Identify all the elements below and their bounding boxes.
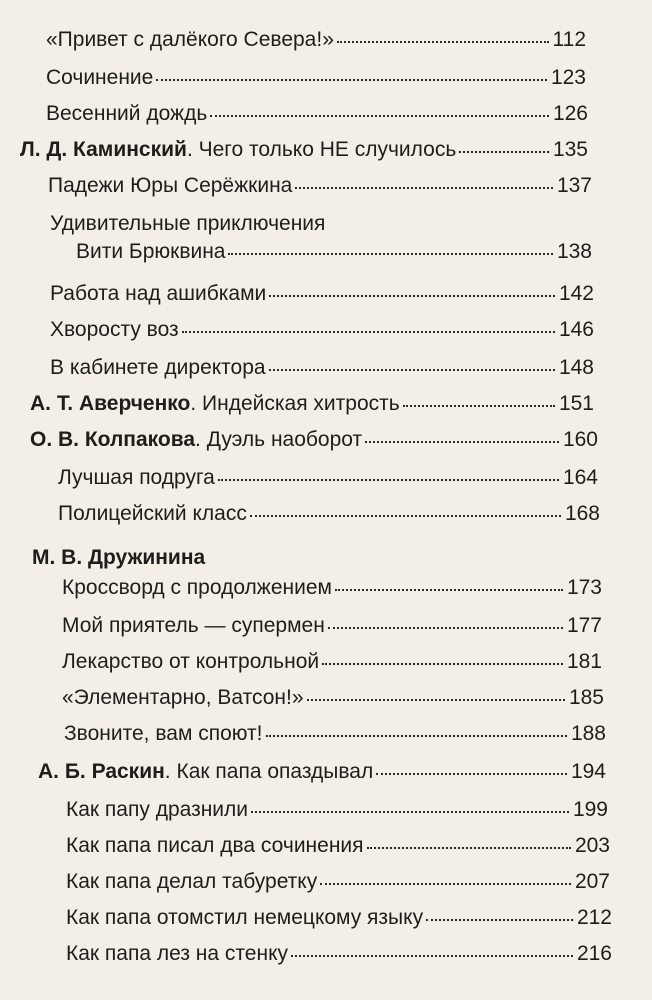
entry-title: Как папа лез на стенку [66, 942, 288, 965]
author-name: О. В. Колпакова [30, 428, 196, 451]
page-number: 203 [574, 834, 610, 857]
entry-title: . Дуэль наоборот [195, 428, 363, 451]
dot-leader [307, 699, 565, 701]
toc-entry [46, 102, 588, 126]
page-number: 207 [574, 870, 610, 893]
toc-entry [62, 614, 602, 638]
toc-entry [62, 650, 602, 674]
toc-entry [64, 722, 606, 746]
page-number: 164 [562, 466, 598, 489]
toc-entry [48, 174, 592, 198]
author-name: А. Б. Раскин [38, 760, 165, 783]
entry-title: Как папа делал табуретку [66, 870, 318, 893]
toc-entry [66, 834, 610, 858]
page-number: 112 [552, 28, 586, 51]
toc-entry [50, 282, 594, 306]
entry-title: Как папа писал два сочинения [66, 834, 364, 857]
toc-entry-author [20, 138, 588, 162]
page-number: 177 [566, 614, 602, 637]
page-number: 137 [556, 174, 592, 197]
entry-title: Падежи Юры Серёжкина [48, 174, 293, 197]
entry-title: Сочинение [46, 66, 154, 89]
dot-leader [269, 369, 555, 371]
entry-title: Полицейский класс [58, 502, 247, 525]
dot-leader [269, 295, 555, 297]
dot-leader [403, 405, 555, 407]
page-number: 138 [556, 240, 592, 263]
toc-entry-author [30, 428, 598, 452]
page-number: 123 [550, 66, 586, 89]
dot-leader [426, 919, 573, 921]
toc-entry [76, 240, 592, 264]
dot-leader [182, 331, 555, 333]
dot-leader [251, 811, 569, 813]
page-number: 142 [558, 282, 594, 305]
page-number: 126 [552, 102, 588, 125]
entry-title-line1: Удивительные приключения [50, 212, 326, 235]
dot-leader [295, 187, 553, 189]
dot-leader [320, 883, 571, 885]
page-number: 199 [572, 798, 608, 821]
page-number: 216 [576, 942, 612, 965]
toc-entry-author [30, 392, 594, 416]
page-number: 181 [566, 650, 602, 673]
entry-title: . Индейская хитрость [190, 392, 400, 415]
entry-title: Как папа отомстил немецкому языку [66, 906, 424, 929]
entry-title: «Привет с далёкого Севера!» [46, 28, 334, 51]
dot-leader [250, 515, 561, 517]
entry-title: Весенний дождь [46, 102, 208, 125]
dot-leader [218, 479, 559, 481]
entry-title: . Как папа опаздывал [164, 760, 374, 783]
toc-entry [58, 502, 600, 526]
entry-title: Как папу дразнили [66, 798, 249, 821]
entry-title: Звоните, вам споют! [64, 722, 263, 745]
page-number: 185 [568, 686, 604, 709]
dot-leader [367, 847, 571, 849]
toc-entry [66, 798, 608, 822]
toc-entry [46, 66, 586, 90]
author-name: М. В. Дружинина [32, 546, 206, 569]
page-number: 188 [570, 722, 606, 745]
entry-title: В кабинете директора [50, 356, 266, 379]
entry-title: . Чего только НЕ случилось [186, 138, 457, 161]
toc-entry [50, 318, 594, 342]
toc-entry [46, 28, 586, 52]
toc-entry [66, 870, 610, 894]
page-number: 173 [566, 576, 602, 599]
toc-entry [62, 686, 604, 710]
page-number: 160 [562, 428, 598, 451]
dot-leader [228, 253, 552, 255]
toc-entry [66, 942, 612, 966]
dot-leader [322, 663, 563, 665]
dot-leader [337, 41, 549, 43]
entry-title: Лучшая подруга [58, 466, 215, 489]
dot-leader [335, 589, 563, 591]
entry-title: Хворосту воз [50, 318, 179, 341]
entry-title: Мой приятель — супермен [62, 614, 325, 637]
dot-leader [266, 735, 567, 737]
dot-leader [210, 115, 549, 117]
page-number: 212 [576, 906, 612, 929]
dot-leader [328, 627, 563, 629]
page-number: 151 [558, 392, 594, 415]
author-name: Л. Д. Каминский [20, 138, 187, 161]
toc-entry [58, 466, 598, 490]
dot-leader [459, 151, 549, 153]
toc-author-heading [32, 546, 205, 570]
entry-title: Вити Брюквина [76, 240, 226, 263]
page-number: 168 [564, 502, 600, 525]
dot-leader [156, 79, 547, 81]
author-name: А. Т. Аверченко [30, 392, 191, 415]
entry-title: Кроссворд с продолжением [62, 576, 332, 599]
page-number: 135 [552, 138, 588, 161]
toc-entry-author [38, 760, 606, 784]
page-number: 194 [570, 760, 606, 783]
toc-entry [50, 356, 594, 380]
dot-leader [365, 441, 559, 443]
page-number: 148 [558, 356, 594, 379]
toc-entry [62, 576, 602, 600]
toc-entry [66, 906, 612, 930]
page-number: 146 [558, 318, 594, 341]
dot-leader [291, 955, 573, 957]
dot-leader [376, 773, 567, 775]
entry-title: Работа над ашибками [50, 282, 267, 305]
entry-title: «Элементарно, Ватсон!» [62, 686, 304, 709]
entry-title: Лекарство от контрольной [62, 650, 320, 673]
